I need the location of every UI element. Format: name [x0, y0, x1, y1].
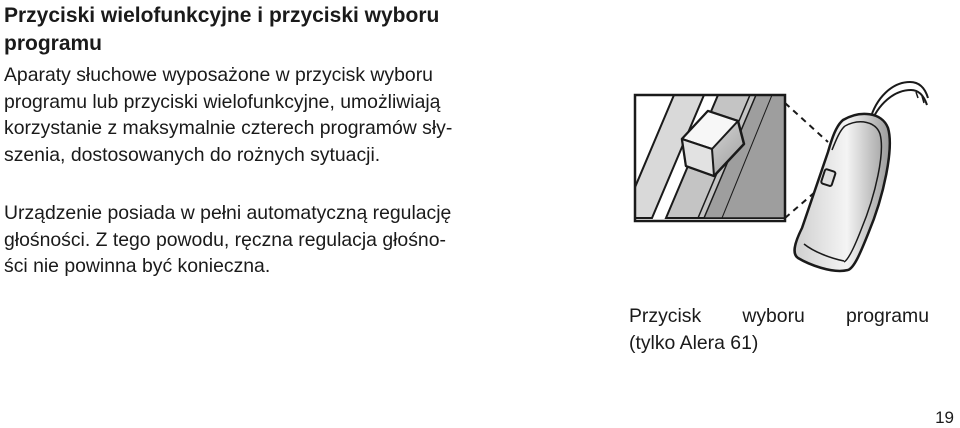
paragraph-line: szenia, dostosowanych do rożnych sytuacji.: [4, 143, 381, 166]
paragraph-line: Urządzenie posiada w pełni automatyczną regulację: [4, 202, 452, 224]
caption-word: wyboru: [742, 305, 805, 327]
figure-caption: [629, 303, 929, 357]
caption-word: programu: [845, 305, 929, 327]
caption-word: Przycisk: [629, 305, 702, 327]
paragraph-line: ści nie powinna być konieczna.: [4, 255, 271, 277]
paragraph-programs: [4, 62, 549, 168]
caption-line-2: (tylko Alera 61): [629, 332, 759, 354]
paragraph-line: korzystanie z maksymalnie czterech programów sły-: [4, 117, 453, 139]
heading-line-2: programu: [4, 32, 103, 55]
hearing-aid-illustration: [632, 68, 932, 278]
page-number: 19: [935, 408, 954, 427]
paragraph-line: programu lub przyciski wielofunkcyjne, umożliwiają: [4, 90, 441, 113]
heading-line-1: Przyciski wielofunkcyjne i przyciski wyboru: [4, 4, 440, 27]
hearing-aid-device: [795, 82, 928, 271]
section-heading: [4, 2, 564, 58]
paragraph-volume: [4, 200, 549, 280]
button-closeup-inset: [632, 95, 786, 221]
paragraph-line: głośności. Z tego powodu, ręczna regulacja głośno-: [4, 228, 446, 251]
caption-line-1: [629, 303, 929, 330]
paragraph-line: Aparaty słuchowe wyposażone w przycisk wyboru: [4, 64, 433, 86]
